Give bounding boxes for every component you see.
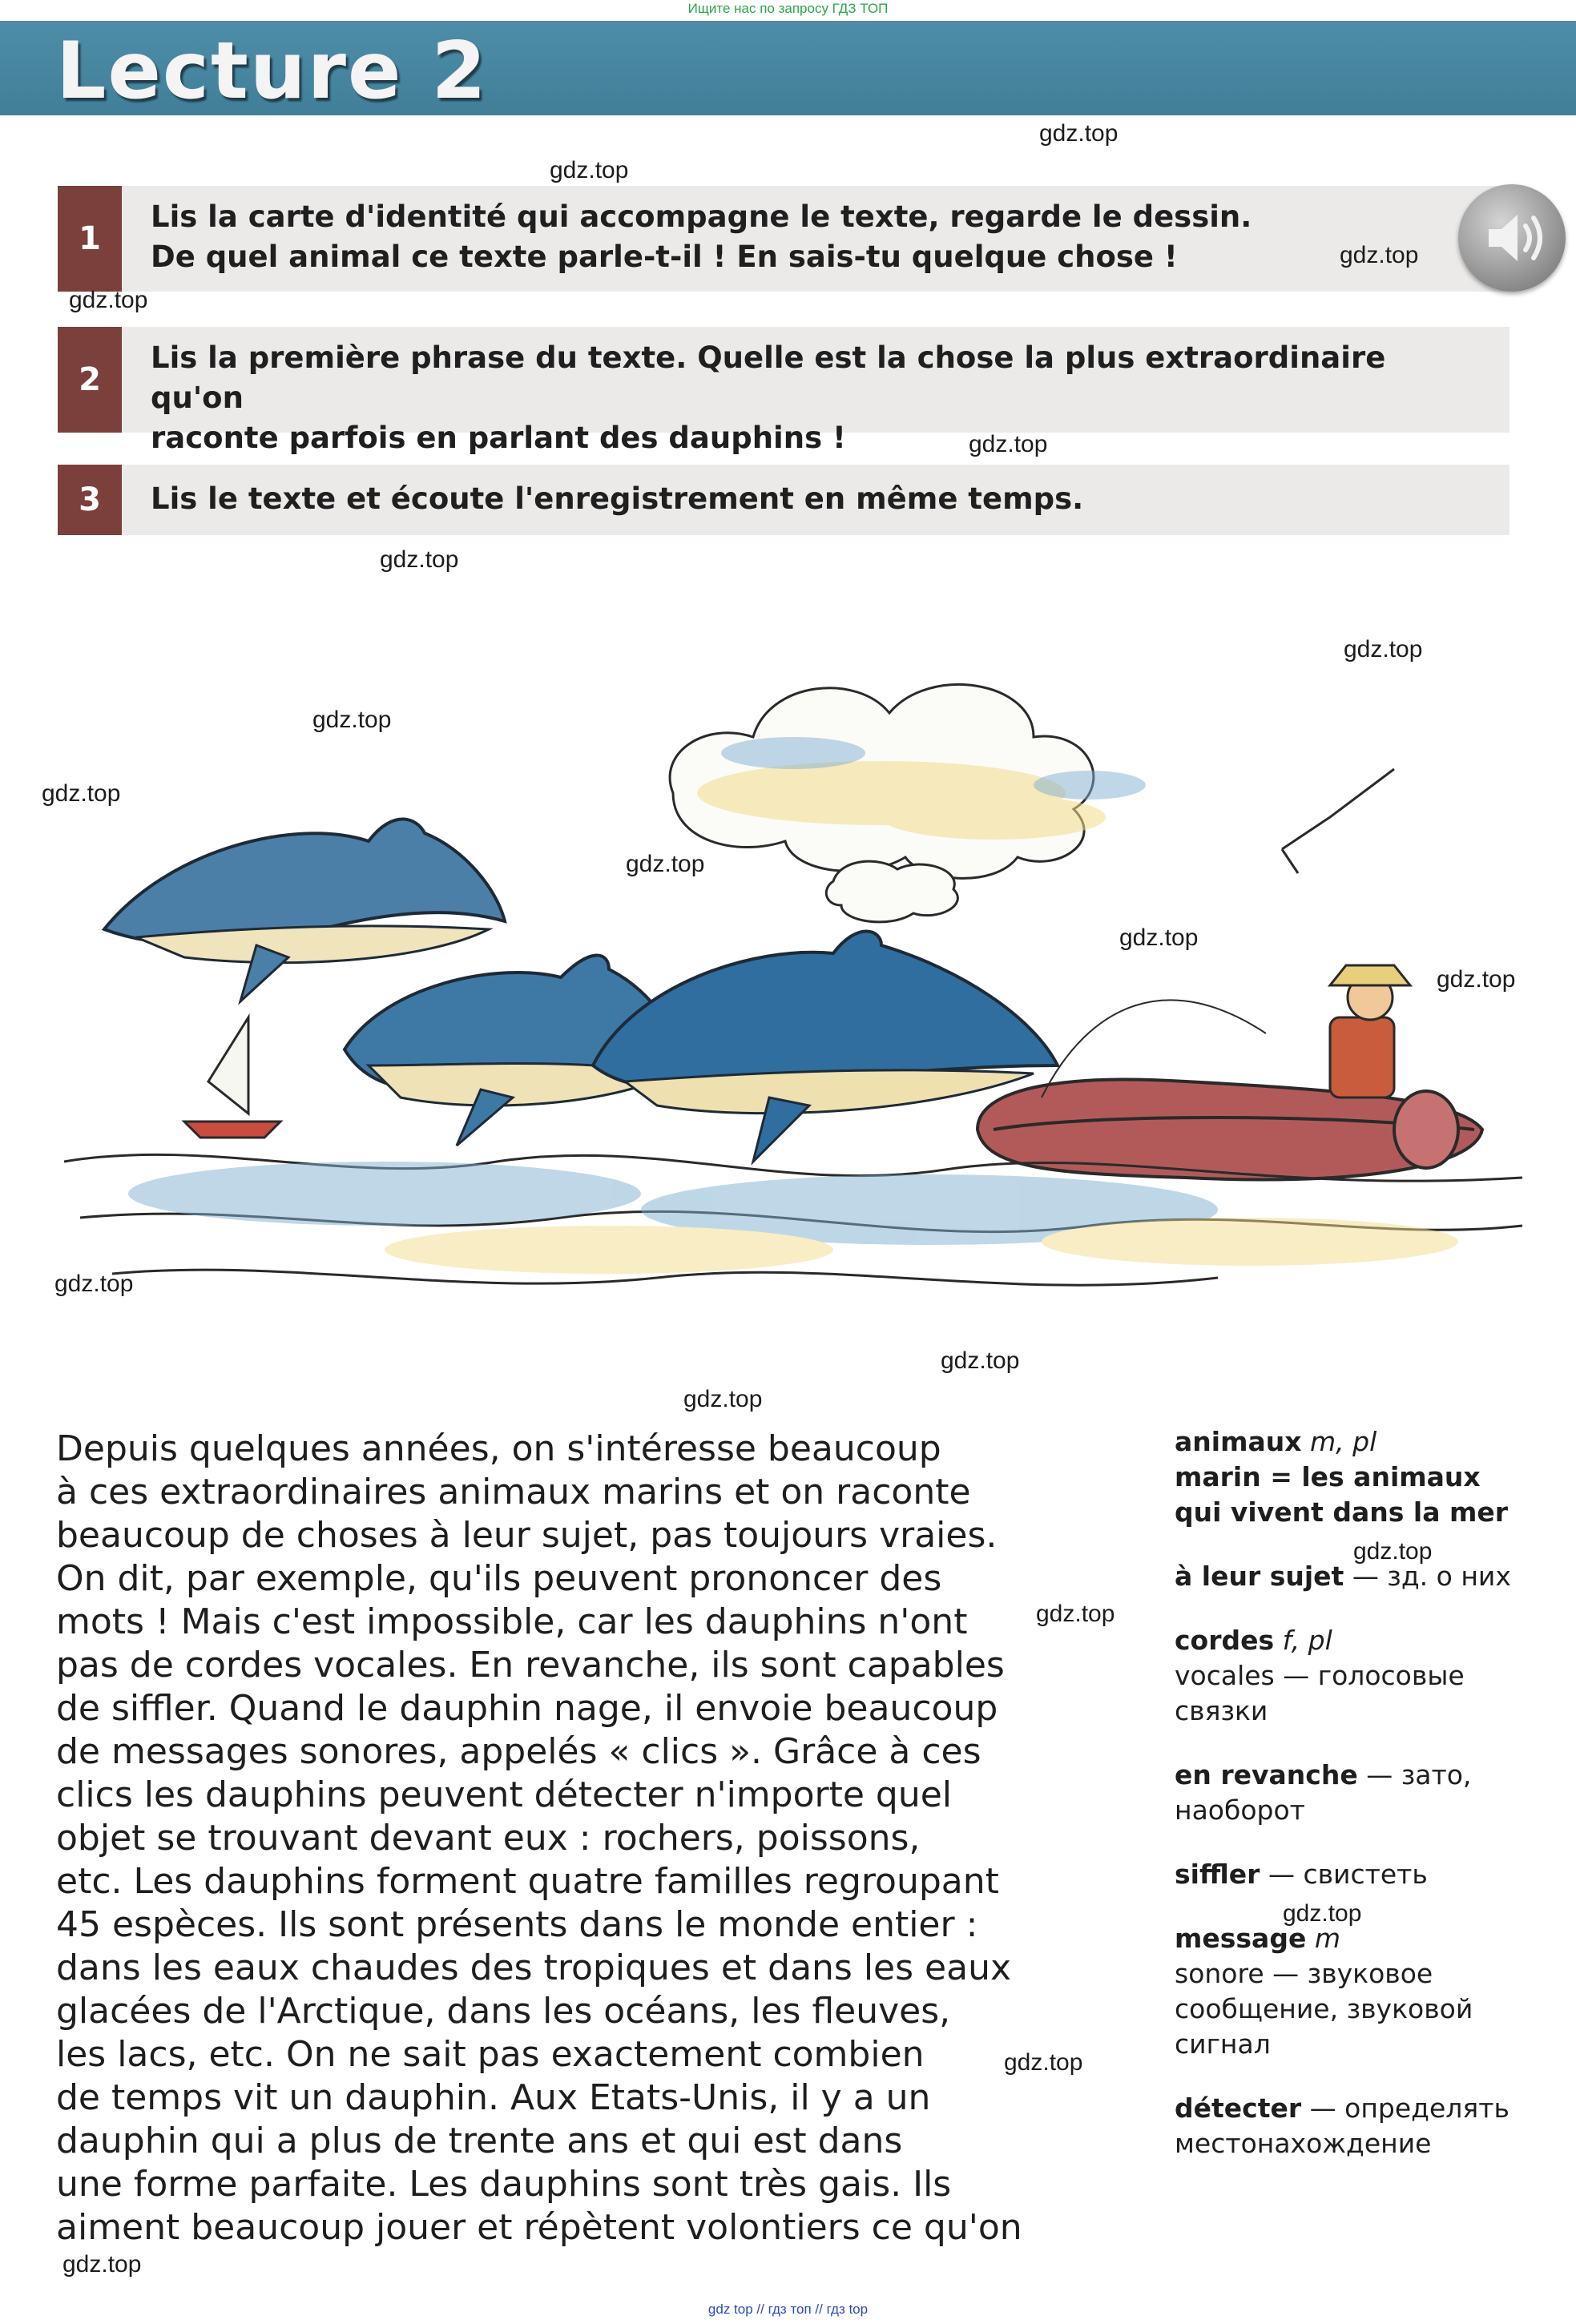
text-line: de messages sonores, appelés « clics ». Grâce à ces (56, 1731, 981, 1772)
watermark: gdz.top (1036, 1601, 1115, 1627)
rowboat (977, 1080, 1482, 1180)
task-3 (58, 465, 1509, 535)
text-line: les lacs, etc. On ne sait pas exactement combien (56, 2034, 925, 2075)
task-text (151, 197, 1477, 277)
vocabulary-list (1175, 1424, 1511, 2190)
task-line: raconte parfois en parlant des dauphins ! (151, 421, 846, 455)
text-line: une forme parfaite. Les dauphins sont très gais. Ils (56, 2164, 952, 2205)
text-line: à ces extraordinaires animaux marins et on raconte (56, 1472, 971, 1512)
vocab-entry (1175, 1623, 1511, 1729)
text-line: de siffler. Quand le dauphin nage, il envoie beaucoup (56, 1688, 998, 1729)
watermark: gdz.top (626, 851, 705, 877)
watermark: gdz.top (1119, 924, 1199, 951)
dolphin-1 (104, 820, 505, 1002)
text-line: de temps vit un dauphin. Aux Etats-Unis, il y a un (56, 2077, 931, 2118)
watermark: gdz.top (1340, 242, 1419, 268)
vocab-definition: — зато, наоборот (1175, 1759, 1472, 1826)
vocab-entry (1175, 1559, 1511, 1594)
text-line: 45 espèces. Ils sont présents dans le monde entier : (56, 1904, 978, 1945)
vocab-definition: — определять местонахождение (1175, 2092, 1509, 2159)
watermark: gdz.top (1344, 636, 1423, 663)
vocab-entry (1175, 1424, 1511, 1530)
task-line: De quel animal ce texte parle-t-il ! En sais-tu quelque chose ! (151, 240, 1178, 274)
fisherman (1042, 965, 1410, 1098)
dolphins-illustration (48, 553, 1538, 1394)
cloud-small (826, 861, 957, 922)
vocab-term: siffler (1175, 1859, 1260, 1890)
watermark: gdz.top (1283, 1900, 1362, 1927)
sailboat (184, 1017, 280, 1138)
top-note: Ищите нас по запросу ГДЗ ТОП (687, 1, 889, 16)
watermark: gdz.top (969, 431, 1048, 457)
text-line: dans les eaux chaudes des tropiques et dans les eaux (56, 1947, 1011, 1988)
watermark: gdz.top (1353, 1538, 1433, 1565)
page-title: Lecture 2 (56, 26, 488, 117)
watermark: gdz.top (1004, 2049, 1083, 2076)
vocab-term: à leur sujet (1175, 1561, 1344, 1592)
vocab-definition: sonore — звуковое сообщение, звуковой сигнал (1175, 1958, 1473, 2060)
reading-text (56, 1428, 1098, 2249)
text-line: beaucoup de choses à leur sujet, pas toujours vraies. (56, 1515, 998, 1556)
watermark: gdz.top (1437, 966, 1516, 993)
vocab-term: animaux (1175, 1426, 1302, 1457)
vocab-entry (1175, 1921, 1511, 2062)
bird (1282, 769, 1394, 873)
task-1 (58, 186, 1509, 292)
watermark: gdz.top (54, 1271, 134, 1297)
speaker-glyph (1458, 184, 1566, 292)
watermark: gdz.top (42, 780, 121, 807)
task-text (151, 338, 1477, 458)
text-line: objet se trouvant devant eux : rochers, poissons, (56, 1818, 921, 1859)
vocab-definition: — свистеть (1268, 1859, 1428, 1890)
vocab-grammar: m (1314, 1923, 1340, 1954)
vocab-definition: marin = les animaux qui vivent dans la mer (1175, 1461, 1509, 1528)
watermark: gdz.top (62, 2251, 142, 2278)
text-line: On dit, par exemple, qu'ils peuvent prononcer des (56, 1558, 942, 1599)
watermark: gdz.top (941, 1347, 1020, 1374)
text-line: Depuis quelques années, on s'intéresse beaucoup (56, 1428, 941, 1469)
speaker-audio-icon[interactable] (1458, 184, 1566, 292)
task-number: 1 (58, 186, 122, 292)
text-line: dauphin qui a plus de trente ans et qui est dans (56, 2121, 903, 2161)
vocab-definition: vocales — голосовые связки (1175, 1660, 1465, 1726)
task-text (151, 479, 1477, 519)
task-line: Lis le texte et écoute l'enregistrement en même temps. (151, 481, 1084, 516)
vocab-term: détecter (1175, 2092, 1302, 2124)
vocab-definition: — зд. о них (1352, 1561, 1511, 1592)
vocab-entry (1175, 1758, 1511, 1828)
text-line: clics les dauphins peuvent détecter n'importe quel (56, 1774, 953, 1815)
text-line: pas de cordes vocales. En revanche, ils sont capables (56, 1645, 1005, 1686)
vocab-grammar: m, pl (1310, 1426, 1377, 1457)
vocab-term: message (1175, 1923, 1307, 1954)
text-line: glacées de l'Arctique, dans les océans, les fleuves, (56, 1991, 951, 2032)
watermark: gdz.top (69, 287, 148, 313)
vocab-term: en revanche (1175, 1759, 1358, 1790)
text-line: mots ! Mais c'est impossible, car les dauphins n'ont (56, 1601, 968, 1642)
vocab-term: cordes (1175, 1625, 1275, 1656)
task-number: 3 (58, 465, 122, 535)
task-number: 2 (58, 327, 122, 433)
task-line: Lis la première phrase du texte. Quelle est la chose la plus extraordinaire qu'on (151, 340, 1386, 415)
footer-note: gdz top // гдз топ // гдз top (707, 2302, 869, 2317)
watermark: gdz.top (683, 1386, 763, 1412)
text-line: etc. Les dauphins forment quatre familles regroupant (56, 1861, 999, 1902)
vocab-entry (1175, 1857, 1511, 1892)
watermark: gdz.top (312, 707, 392, 733)
text-line: aiment beaucoup jouer et répètent volontiers ce qu'on (56, 2207, 1022, 2248)
watermark: gdz.top (1039, 120, 1119, 147)
vocab-entry (1175, 2091, 1511, 2161)
watermark: gdz.top (380, 546, 459, 573)
task-line: Lis la carte d'identité qui accompagne le texte, regarde le dessin. (151, 199, 1252, 234)
vocab-grammar: f, pl (1282, 1625, 1332, 1656)
watermark: gdz.top (550, 157, 629, 183)
